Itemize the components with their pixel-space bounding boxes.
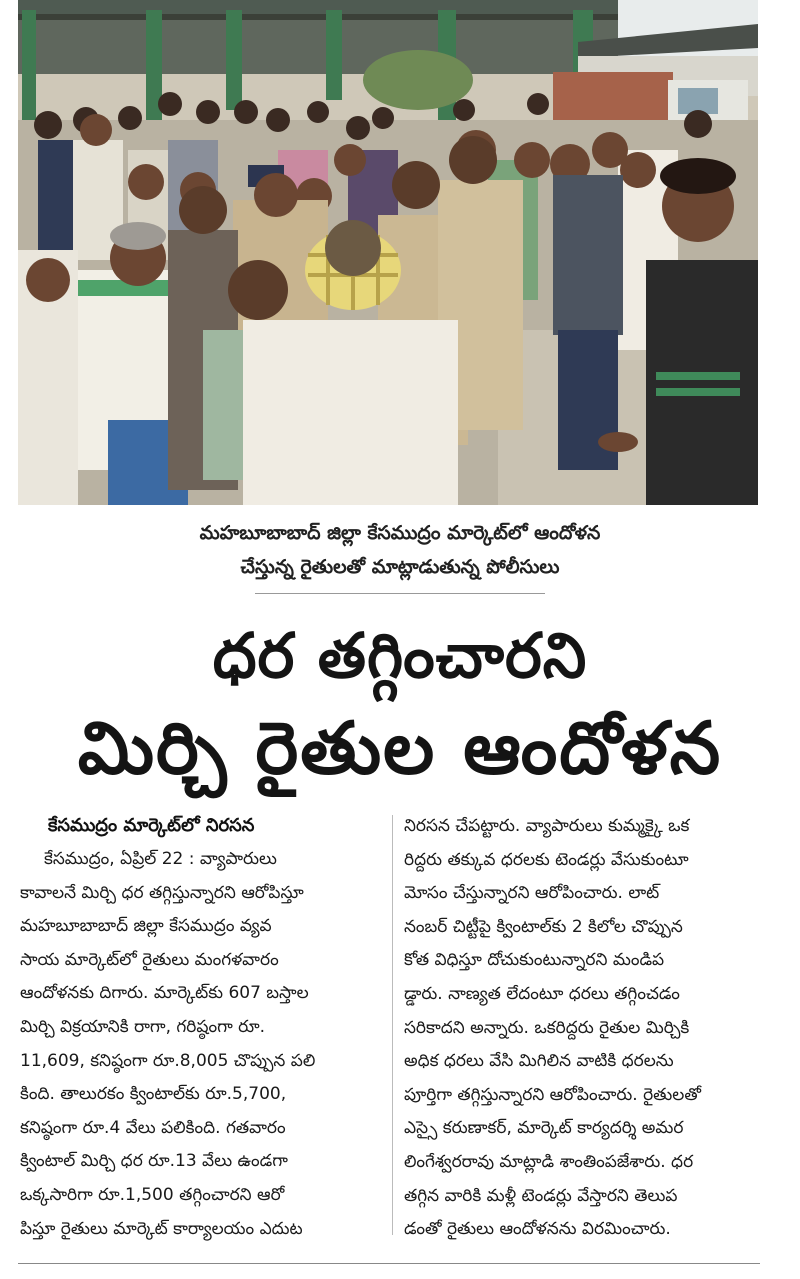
news-photo — [18, 0, 758, 505]
crowd-photo-illustration — [18, 0, 758, 505]
article-line: నిరసన చేపట్టారు. వ్యాపారులు కుమ్మక్కై ఒక — [404, 816, 690, 836]
article-line: కోత విధిస్తూ దోచుకుంటున్నారని మండిప — [404, 950, 665, 971]
article-line: ఎస్సై కరుణాకర్, మార్కెట్ కార్యదర్శి అమర — [404, 1118, 684, 1139]
article-line: కనిష్ఠంగా రూ.4 వేలు పలికింది. గతవారం — [20, 1117, 286, 1138]
article-line: ఆందోళనకు దిగారు. మార్కెట్‌కు 607 బస్తాల — [20, 983, 309, 1004]
article-line: సరికాదని అన్నారు. ఒకరిద్దరు రైతుల మిర్చికి — [404, 1017, 690, 1038]
article-line: కింది. తాలురకం క్వింటాల్‌కు రూ.5,700, — [20, 1084, 287, 1105]
article-line: అధిక ధరలు వేసి మిగిలిన వాటికి ధరలను — [404, 1051, 674, 1072]
headline-line-1: ధర తగ్గించారని — [212, 619, 588, 692]
article-column-right — [404, 810, 760, 1247]
article-line: కావాలనే మిర్చి ధర తగ్గిస్తున్నారని ఆరోపిస్తూ — [20, 882, 304, 903]
column-divider — [392, 815, 393, 1235]
article-column-left — [20, 843, 382, 1246]
article-line: పిస్తూ రైతులు మార్కెట్ కార్యాలయం ఎదుట — [20, 1218, 303, 1239]
article-line: నంబర్ చిట్టీపై క్వింటాల్‌కు 2 కిలోల చొప్పున — [404, 916, 683, 937]
article-line: మోసం చేస్తున్నారని ఆరోపించారు. లాట్ — [404, 883, 660, 904]
article-line: లింగేశ్వరరావు మాట్లాడి శాంతింపజేశారు. ధర — [404, 1151, 694, 1172]
article-line: మహబూబాబాద్ జిల్లా కేసముద్రం వ్యవ — [20, 916, 272, 937]
article-line: తగ్గిన వారికి మళ్లీ టెండర్లు వేస్తారని తెలుప — [404, 1185, 678, 1206]
article-line: పూర్తిగా తగ్గిస్తున్నారని ఆరోపించారు. రైతులతో — [404, 1084, 701, 1105]
photo-caption-line-1: మహబూబాబాద్ జిల్లా కేసముద్రం మార్కెట్‌లో ఆందోళన — [199, 522, 601, 544]
article-line: 11,609, కనిష్ఠంగా రూ.8,005 చొప్పున పలి — [20, 1050, 316, 1071]
article-line: డంతో రైతులు ఆందోళనను విరమించారు. — [404, 1219, 671, 1240]
bottom-rule — [18, 1263, 760, 1264]
article-line: ఒక్కసారిగా రూ.1,500 తగ్గించారని ఆరో — [20, 1184, 285, 1205]
article-line: డ్డారు. నాణ్యత లేదంటూ ధరలు తగ్గించడం — [404, 983, 680, 1004]
dateline-subheading: కేసముద్రం మార్కెట్‌లో నిరసన — [48, 815, 255, 836]
article-line: రిద్దరు తక్కువ ధరలకు టెండర్లు వేసుకుంటూ — [404, 849, 689, 870]
article-line: క్వింటాల్ మిర్చి ధర రూ.13 వేలు ఉండగా — [20, 1151, 288, 1172]
caption-divider — [255, 593, 545, 594]
article-line: సాయ మార్కెట్‌లో రైతులు మంగళవారం — [20, 949, 279, 970]
photo-caption-line-2: చేస్తున్న రైతులతో మాట్లాడుతున్న పోలీసులు — [240, 556, 560, 578]
article-line: మిర్చి విక్రయానికి రాగా, గరిష్ఠంగా రూ. — [20, 1016, 266, 1037]
headline-line-2: మిర్చి రైతుల ఆందోళన — [77, 706, 723, 790]
article-line: కేసముద్రం, ఏప్రిల్ 22 : వ్యాపారులు — [44, 849, 277, 869]
